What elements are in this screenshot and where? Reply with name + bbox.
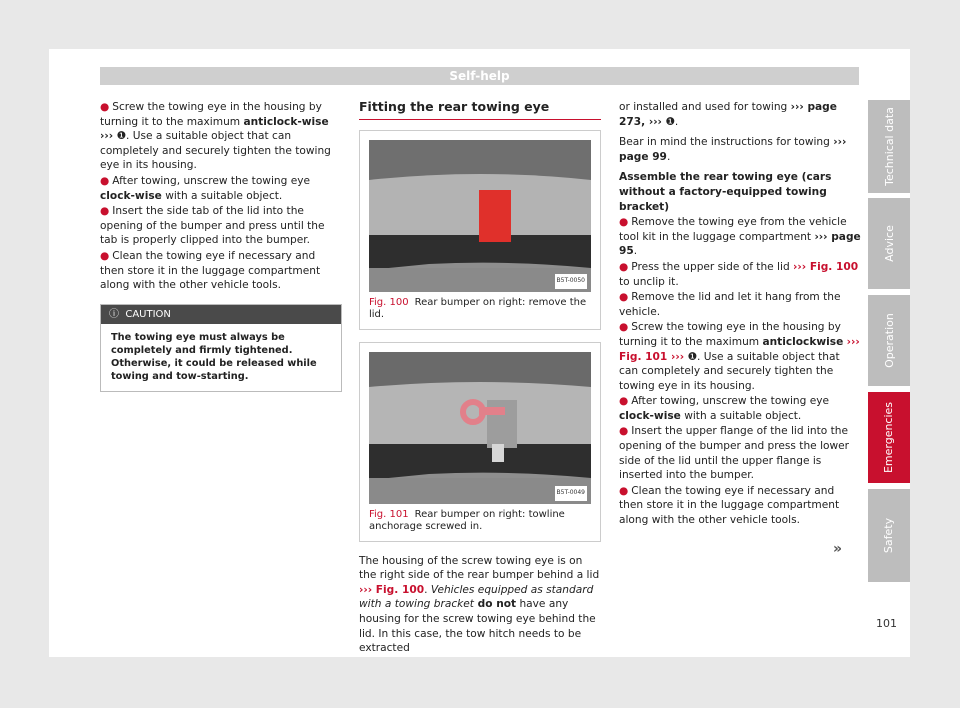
figure-code: B5T-0050 <box>555 274 587 289</box>
caution-icon: ⓘ <box>109 308 119 320</box>
list-item: ● Screw the towing eye in the housing by turning it to the maximum anticlockwise ››› Fig. 101 ››› ❶. Use a suitable object that can completely and securely tighten the towing eye in its housing. <box>619 321 860 392</box>
bumper-illustration <box>369 140 591 292</box>
cross-reference[interactable]: ››› page 99 <box>619 136 847 163</box>
list-item: ● Remove the towing eye from the vehicle tool kit in the luggage compartment ››› page 95. <box>619 216 861 258</box>
bullet-icon: ● <box>619 260 629 273</box>
bumper-lid-image <box>369 140 591 292</box>
caution-header: ⓘ CAUTION <box>101 305 341 324</box>
page-number: 101 <box>876 617 897 630</box>
bullet-icon: ● <box>619 395 629 408</box>
cross-reference[interactable]: ››› page 95 <box>619 230 861 258</box>
figure-caption: Fig. 100 Rear bumper on right: remove the lid. <box>369 296 587 321</box>
bullet-icon: ● <box>619 216 629 229</box>
warning-icon: ❶ <box>116 130 126 143</box>
cross-reference[interactable]: ››› <box>100 130 114 143</box>
body-paragraph: or installed and used for towing ››› page 273, ››› ❶. <box>619 101 837 128</box>
list-item: ● After towing, unscrew the towing eye clock-wise with a suitable object. <box>619 395 830 422</box>
left-column <box>100 100 342 392</box>
bullet-icon: ● <box>100 101 110 113</box>
bullet-icon: ● <box>100 174 110 187</box>
list-item: ● Insert the upper flange of the lid into the opening of the bumper and press the lower side of the lid until the upper flange is inserted into the bumper. <box>619 425 850 482</box>
caution-text: The towing eye must always be completely and firmly tightened. Otherwise, it could be released while towing and tow-starting. <box>111 331 317 382</box>
body-paragraph: The housing of the screw towing eye is on the right side of the rear bumper behind a lid ››› Fig. 100. Vehicles equipped as standard with a towing bracket do not have any housing for the screw towing eye behind the lid. In this case, the tow hitch needs to be extracted <box>359 554 600 655</box>
cross-reference[interactable]: ››› page 273, ››› <box>619 101 837 128</box>
tab-operation[interactable]: Operation <box>868 295 910 386</box>
bullet-icon: ● <box>100 249 110 262</box>
subheading: Assemble the rear towing eye (cars without a factory-equipped towing bracket) <box>619 171 832 213</box>
bullet-icon: ● <box>619 425 629 438</box>
list-item: ● After towing, unscrew the towing eye clock-wise with a suitable object. <box>100 174 311 202</box>
body-paragraph: Bear in mind the instructions for towing ››› page 99. <box>619 136 847 163</box>
list-item: ● Screw the towing eye in the housing by turning it to the maximum anticlock-wise ››› ❶. Use a suitable object that can completely and securely tighten the towing eye in its housing. <box>100 101 331 172</box>
tab-emergencies[interactable]: Emergencies <box>868 392 910 483</box>
towing-eye-illustration <box>369 352 591 504</box>
middle-column <box>359 100 601 657</box>
bullet-icon: ● <box>619 321 629 334</box>
right-column <box>619 100 861 529</box>
warning-icon: ❶ <box>687 350 697 363</box>
list-item: ● Press the upper side of the lid ››› Fig. 100 to unclip it. <box>619 260 859 288</box>
bullet-icon: ● <box>619 291 629 304</box>
figure-100 <box>359 130 601 330</box>
list-item: ● Insert the side tab of the lid into the opening of the bumper and press until the tab is properly clipped into the bumper. <box>100 205 325 247</box>
tab-technical-data[interactable]: Technical data <box>868 100 910 193</box>
tab-safety[interactable]: Safety <box>868 489 910 582</box>
cross-reference[interactable]: ››› Fig. 101 ››› <box>619 335 860 363</box>
continue-arrow-icon: » <box>833 541 843 557</box>
figure-caption: Fig. 101 Rear bumper on right: towline anchorage screwed in. <box>369 508 565 533</box>
tab-advice[interactable]: Advice <box>868 198 910 289</box>
cross-reference[interactable]: ››› Fig. 100 <box>359 583 425 596</box>
page-header: Self-help <box>100 67 859 85</box>
caution-box <box>100 304 342 392</box>
list-item: ● Remove the lid and let it hang from the vehicle. <box>619 291 841 318</box>
warning-icon: ❶ <box>665 115 675 128</box>
figure-101 <box>359 342 601 542</box>
list-item: ● Clean the towing eye if necessary and then store it in the luggage compartment along with the other vehicle tools. <box>619 484 840 527</box>
bullet-icon: ● <box>619 484 629 497</box>
bullet-icon: ● <box>100 205 110 218</box>
section-title: Fitting the rear towing eye <box>359 100 601 120</box>
cross-reference[interactable]: ››› Fig. 100 <box>793 260 859 273</box>
figure-code: B5T-0049 <box>555 486 587 501</box>
list-item: ● Clean the towing eye if necessary and then store it in the luggage compartment along with the other vehicle tools. <box>100 249 321 292</box>
towing-eye-image <box>369 352 591 504</box>
